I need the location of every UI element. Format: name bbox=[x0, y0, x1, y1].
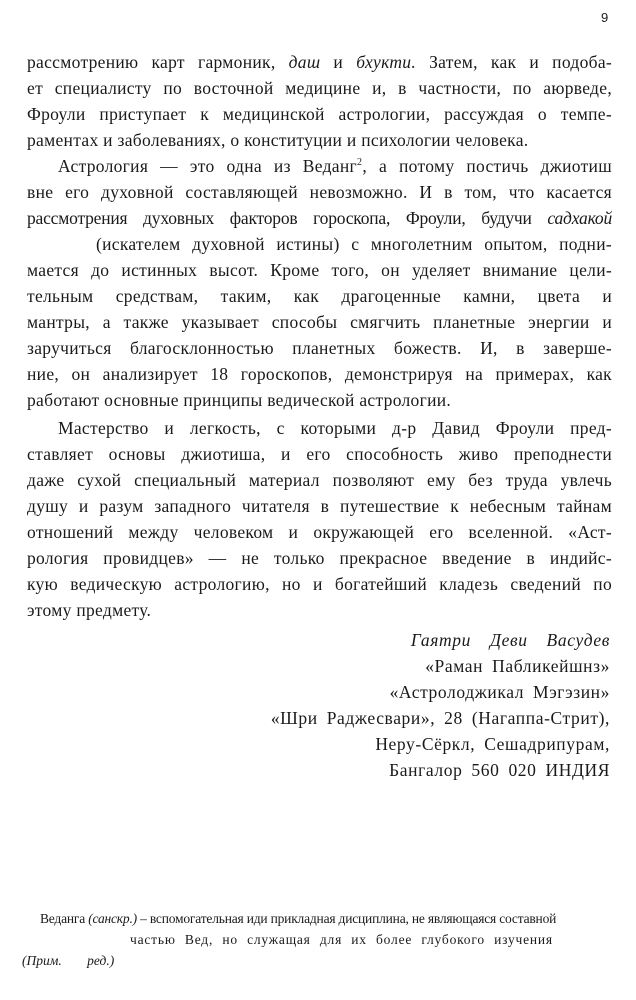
body-line: рология провидцев» — не только прекрасное введение в индийс- bbox=[27, 548, 612, 568]
body-line: ставляет основы джиотиша, и его способность живо преподнести bbox=[27, 444, 612, 464]
body-line: душу и разум западного читателя в путешествие к небесным тайнам bbox=[27, 496, 612, 516]
page-number: 9 bbox=[601, 10, 609, 25]
body-line: кую ведическую астрологию, но и богатейший кладезь сведений по bbox=[27, 574, 612, 594]
signature-line: «Раман Пабликейшнз» bbox=[425, 656, 610, 676]
body-line: ние, он анализирует 18 гороскопов, демонстрируя на примерах, как bbox=[27, 364, 612, 384]
signature-name: Гаятри Деви Васудев bbox=[410, 630, 610, 650]
body-line: ет специалисту по восточной медицине и, в частности, по аюрведе, bbox=[27, 78, 612, 98]
body-line: этому предмету. bbox=[27, 600, 152, 620]
signature-line: «Астролоджикал Мэгэзин» bbox=[389, 682, 610, 702]
body-line: раментах и заболеваниях, о конституции и психологии человека. bbox=[27, 130, 529, 150]
body-line: вне его духовной составляющей невозможно. И в том, что касается bbox=[27, 182, 612, 202]
footnote-line: частью Вед, но служащая для их более глубокого изучения bbox=[130, 932, 553, 947]
body-line: тельным средствам, таким, как драгоценные камни, цвета и bbox=[27, 286, 612, 306]
body-line: работают основные принципы ведической астрологии. bbox=[27, 390, 452, 410]
body-line: даже сухой специальный материал позволяют ему без труда увлечь bbox=[27, 470, 612, 490]
body-line: заручиться благосклонностью планетных божеств. И, в заверше- bbox=[27, 338, 612, 358]
body-line: отношений между человеком и окружающей его вселенной. «Аст- bbox=[27, 522, 612, 542]
body-line: мантры, а также указывает способы смягчить планетные энергии и bbox=[27, 312, 612, 332]
footnote-line: Веданга (санскр.) – вспомогательная иди прикладная дисциплина, не являющаяся составной bbox=[40, 911, 557, 926]
signature-line: «Шри Раджесвари», 28 (Нагаппа-Стрит), bbox=[270, 708, 610, 728]
signature-line: Неру-Сёркл, Сешадрипурам, bbox=[375, 734, 610, 754]
body-line: мается до истинных высот. Кроме того, он уделяет внимание цели- bbox=[27, 260, 612, 280]
footnote-note: (Прим. ред.) bbox=[22, 953, 115, 968]
footnote-ref[interactable]: 2 bbox=[357, 157, 363, 168]
body-line: рассмотрению карт гармоник, даш и бхукти. Затем, как и подоба- bbox=[27, 52, 613, 72]
body-line: (искателем духовной истины) с многолетним опытом, подни- bbox=[96, 234, 612, 254]
body-line: Фроули приступает к медицинской астрологии, рассуждая о темпе- bbox=[27, 104, 612, 124]
body-line: Мастерство и легкость, с которыми д-р Давид Фроули пред- bbox=[58, 418, 612, 438]
body-line: Астрология — это одна из Веданг$^2$, а потому постичь джиотиш bbox=[58, 156, 612, 176]
signature-line: Бангалор 560 020 ИНДИЯ bbox=[389, 760, 610, 780]
body-line: рассмотрения духовных факторов гороскопа, Фроули, будучи садхакой bbox=[27, 208, 612, 228]
